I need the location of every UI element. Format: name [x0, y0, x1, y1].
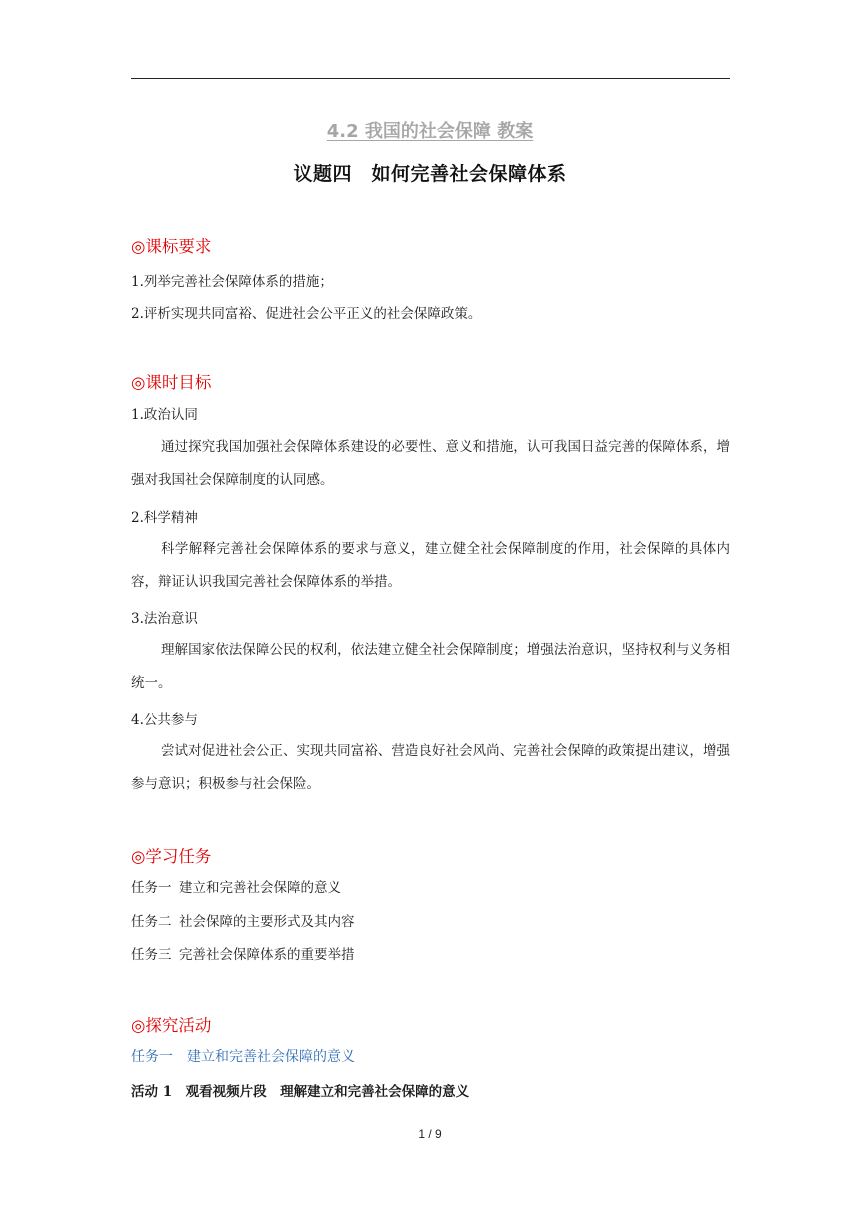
task-number: 任务三 — [131, 947, 172, 963]
document-title: 4.2 我国的社会保障 教案 — [326, 121, 534, 142]
activity-title: 活动 1 观看视频片段 理解建立和完善社会保障的意义 — [131, 1084, 470, 1100]
task-text: 建立和完善社会保障的意义 — [179, 880, 341, 896]
curriculum-heading: ◎课标要求 — [131, 237, 212, 256]
activities-heading: ◎探究活动 — [131, 1016, 212, 1035]
objective-text: 科学解释完善社会保障体系的要求与意义，建立健全社会保障制度的作用，社会保障的具体内容，辩证认识我国完善社会保障体系的举措。 — [131, 541, 730, 590]
objective-title: 1.政治认同 — [131, 407, 198, 423]
objective-text: 理解国家依法保障公民的权利，依法建立健全社会保障制度；增强法治意识，坚持权利与义务相统一。 — [131, 642, 730, 691]
curriculum-item: 2.评析实现共同富裕、促进社会公平正义的社会保障政策。 — [131, 306, 482, 322]
curriculum-item: 1.列举完善社会保障体系的措施； — [131, 274, 333, 290]
objective-title: 3.法治意识 — [131, 611, 198, 627]
header-rule — [131, 78, 730, 79]
objectives-heading: ◎课时目标 — [131, 373, 212, 392]
objective-title: 2.科学精神 — [131, 510, 198, 526]
objective-text: 通过探究我国加强社会保障体系建设的必要性、意义和措施，认可我国日益完善的保障体系，增强对我国社会保障制度的认同感。 — [131, 439, 730, 488]
task-text: 社会保障的主要形式及其内容 — [179, 914, 355, 930]
page-number: 1 / 9 — [418, 1127, 442, 1141]
task-item — [131, 912, 355, 932]
activity-task-line: 任务一 建立和完善社会保障的意义 — [131, 1049, 355, 1065]
objective-text: 尝试对促进社会公正、实现共同富裕、营造良好社会风尚、完善社会保障的政策提出建议，增强参与意识；积极参与社会保险。 — [131, 743, 730, 792]
task-number: 任务二 — [131, 914, 172, 930]
task-item — [131, 945, 355, 965]
topic-title: 议题四 如何完善社会保障体系 — [293, 163, 567, 185]
task-item — [131, 878, 341, 898]
objective-title: 4.公共参与 — [131, 712, 198, 728]
task-text: 完善社会保障体系的重要举措 — [179, 947, 355, 963]
tasks-heading: ◎学习任务 — [131, 847, 212, 866]
task-number: 任务一 — [131, 880, 172, 896]
